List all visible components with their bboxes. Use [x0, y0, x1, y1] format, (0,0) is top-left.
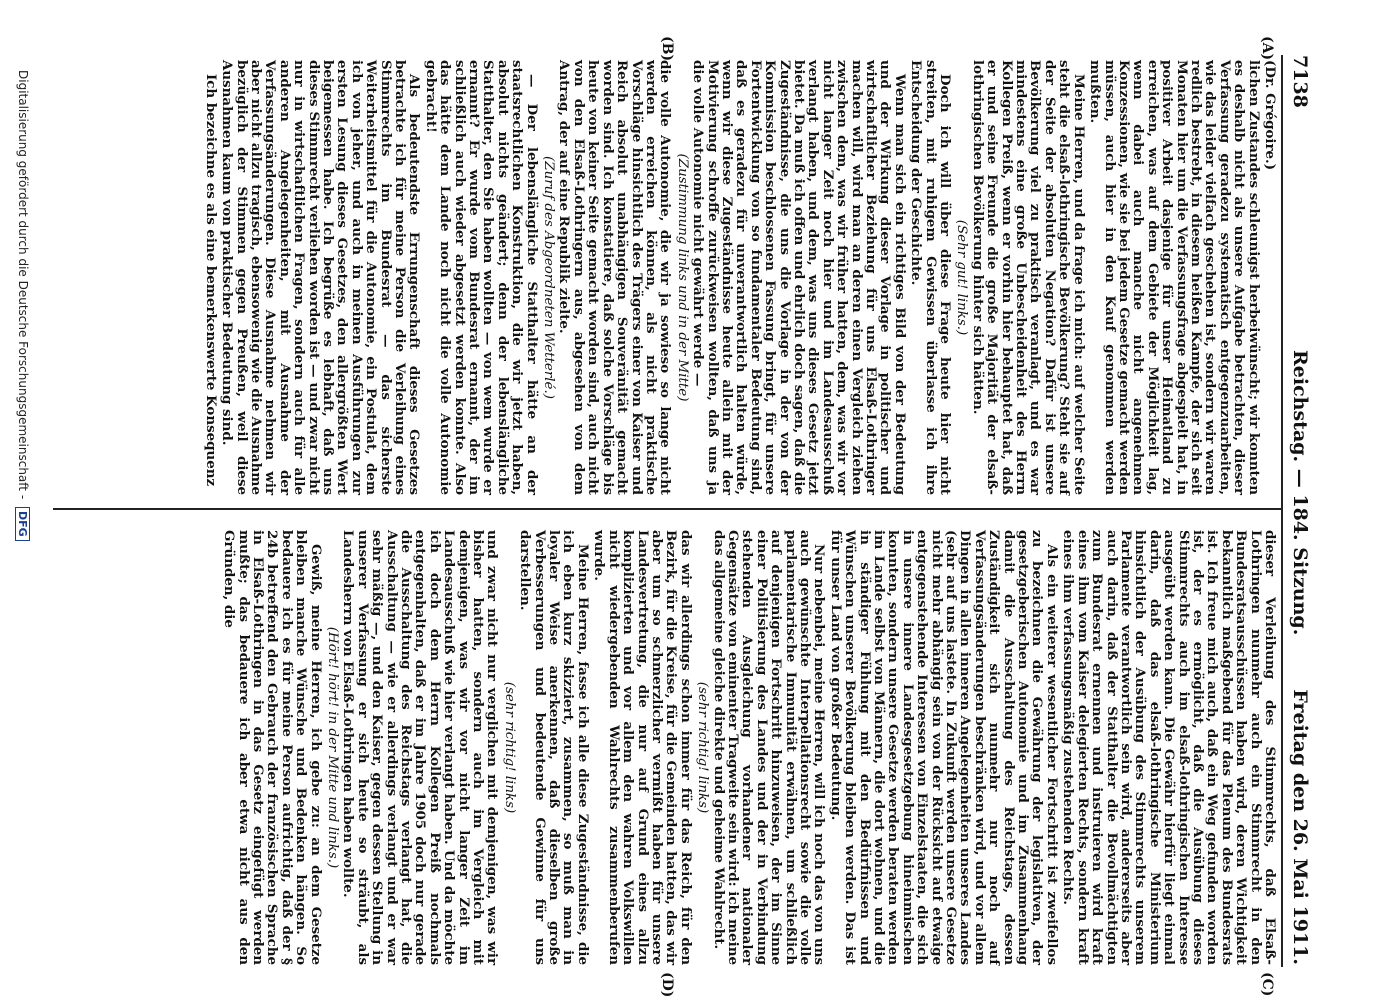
session-date: Freitag den 26. Mai 1911. — [1289, 689, 1311, 965]
paragraph: lichen Zustandes schleunigst herbeiwünscht; wir konnten es deshalb nicht als unsere Aufgabe betrachten, dieser Verfassung geradezu systematisch entgegenzuarbeiten, wie das leider vielfach geschehen ist, sondern wir waren redlich bestrebt, in diesem heißen Kampfe, der sich seit Monaten hier um die Verfassungsfrage abgespielt hat, in positiver Arbeit dasjenige für unser Heimatland zu erreichen, was auf dem Gebiete der Möglichkeit lag, wenn dabei auch manche nicht angenehmen Konzessionen, wie sie bei jedem Gesetze gemacht werden müssen, auch hier in den Kauf genommen werden mußten. — [1087, 60, 1262, 495]
paragraph: Doch ich will über diese Frage heute hier nicht streiten, mit ruhigem Gewissen überlasse ich ihre Entscheidung der Geschichte. — [908, 60, 954, 495]
page-header — [1281, 55, 1311, 965]
interjection: (Sehr gut! links.) — [954, 219, 970, 336]
margin-marker-d: (D) — [659, 972, 675, 998]
paragraph: das wir allerdings schon immer für das Reich, für den Bezirk, für die Kreise, für die Gemeinden hatten, das wir aber um so schmerzlicher vermißt haben für unsere Landesvertretung, die nur auf Grund eines allzu komplizierten und vor allem den wahren Volkswillen nicht wiedergebenden Wahlrechts zusammenberufen wurde. — [591, 530, 694, 965]
page-number: 7138 — [1289, 55, 1311, 108]
interjection: (Hört! hört! in der Mitte und links.) — [325, 626, 340, 869]
paragraph: Als ein weiterer wesentlicher Fortschritt ist zweifellos zu bezeichnen die Gewährung der legislativen, der gesetzgeberischen Autonomie und im Zusammenhang damit die Ausschaltung des Reichstags, dessen Zuständigkeit sich nunmehr nur noch auf Verfassungsänderungen beschränken wird, und vor allem Dingen in allen inneren Angelegenheiten unseres Landes (sehr auf uns lastete. In Zukunft werden unsere Gesetze nicht mehr abhängig sein von der Rücksicht auf etwaige entgegenstehende Interessen von Einzelstaaten, die sich in unsere innere Landesgesetzgebung hineinmischen konnten, sondern unsere Gesetze werden beraten werden im Lande selbst von Männern, die dort wohnen, und die in ständiger Fühlung mit den Bedürfnissen und Wünschen unserer Bevölkerung bleiben werden. Das ist für unser Land von großer Bedeutung. — [827, 530, 1060, 965]
interjection: (Zustimmung links und in der Mitte) — [674, 153, 690, 402]
paragraph: Gewiß, meine Herren, ich gebe zu: an dem Gesetze bleiben manche Wünsche und Bedenken hängen. So bedauere ich es für meine Person aufrichtig, daß der § 24b betreffend den Gebrauch der französischen Sprache in Elsaß-Lothringen in das Gesetz eingefügt werden mußte; das bedauere ich aber etwa nicht aus den Gründen, die — [221, 530, 324, 965]
speaker-note: (Dr. Grégoire.) — [1262, 60, 1278, 171]
column-divider — [53, 508, 1283, 510]
footer-text: Digitalisierung gefördert durch die Deutsche Forschungsgemeinschaft - — [16, 70, 30, 500]
interjection: (sehr richtig! links) — [695, 681, 711, 814]
margin-marker-b: (B) — [659, 36, 675, 62]
paragraph: Meine Herren, und da frage ich mich: auf welcher Seite steht die elsaß-lothringische Bevölkerung? Steht sie auf der Seite der absoluten Negation? Dafür ist unsere Bevölkerung viel zu praktisch veranlagt, und es war mindestens eine große Unbescheidenheit des Herrn Kollegen Preiß, wenn er vorhin hier behauptet hat, daß er und seine Freunde die große Majorität der elsaß-lothringischen Bevölkerung hinter sich hätten. — [969, 60, 1087, 495]
session-title: Reichstag. — 184. Sitzung. — [1289, 350, 1311, 636]
right-column — [220, 530, 1277, 965]
header-rule — [1281, 55, 1283, 967]
paragraph: Ich bezeichne es als eine bemerkenswerte Konsequenz — [202, 74, 219, 487]
margin-marker-c: (C) — [1259, 972, 1275, 997]
paragraph: und zwar nicht nur verglichen mit demjenigen, was wir bisher hatten, sondern auch im Vergleich mit demjenigen, was wir vor nicht langer Zeit im Landesausschuß wie hier verlangt haben. Und da möchte ich doch dem Herrn Kollegen Preiß nochmals entgegenhalten, daß er im Jahre 1905 doch nur gerade die Ausschaltung des Reichstags verlangt hat, die Ausschaltung — wie er allerdings verlangt und er war sehr mäßig —, und den Kaiser, gegen dessen Stellung in unserer Verfassung er sich heute so sträubt, als Landesherrn von Elsaß-Lothringen haben wollte. — [340, 530, 501, 965]
dfg-logo: DFG — [15, 507, 30, 541]
paragraph: — Der lebenslängliche Statthalter hätte an der staatsrechtlichen Konstruktion, die wir jetzt haben, absolut nichts geändert; denn der lebenslängliche Statthalter, den Sie haben wollten — von wem wurde er ernannt? Er wurde vom Bundesrat ernannt, der im schließlich auch wieder abgesetzt werden konnte. Also das hätte dem Lande noch nicht die volle Autonomie gebracht! — [422, 60, 540, 495]
digitization-footer — [15, 70, 30, 1000]
interjection: (sehr richtig! links) — [501, 681, 517, 814]
left-column — [201, 60, 1277, 495]
paragraph: die volle Autonomie, die wir ja sowieso so lange nicht werden erreichen können, als nicht praktische Vorschläge hinsichtlich des Trägers einer von Kaiser und Reich absolut unabhängigen Souveränität gemacht worden sind. Ich konstatiere, daß solche Vorschläge bis heute von keiner Seite gemacht worden sind, auch nicht von den Elsaß-Lothringern aus, abgesehen von dem Antrag, der auf eine Republik zielte. — [556, 60, 674, 495]
margin-marker-a: (A) — [1259, 36, 1275, 61]
paragraph: Nur nebenbei, meine Herren, will ich noch das von uns auch gewünschte Interpellationsrecht sowie die volle parlamentarische Immunität erwähnen, um schließlich auf denjenigen Fortschritt hinzuweisen, der im Sinne einer Politisierung des Landes und der in Verbindung stehenden Ausgleichung vorhandener nationaler Gegensätze von eminenter Tragweite sein wird: ich meine das allgemeine gleiche direkte und geheime Wahlrecht. — [710, 530, 828, 965]
paragraph: Als bedeutendste Errungenschaft dieses Gesetzes betrachte ich für meine Person die Verleihung eines Stimmrechts im Bundesrat — das sicherste Weiterheitsmittel für die Autonomie, ein Postulat, dem ich von jeher, und auch in meinen Ausführungen zur ersten Lesung dieses Gesetzes, den allergrößten Wert beigemessen habe. Ich begrüße es lebhaft, daß uns dieses Stimmrecht verliehen worden ist — und zwar nicht nur in wirtschaftlichen Fragen, sondern auch für alle anderen Angelegenheiten, mit Ausnahme der Verfassungsänderungen. Diese Ausnahme nehmen wir aber nicht allzu tragisch, ebensowenig wie die Ausnahme bezüglich der Stimmen gegen Preußen, weil diese Ausnahmen kaum von praktischer Bedeutung sind. — [219, 60, 423, 495]
paragraph: Wenn man sich ein richtiges Bild von der Bedeutung und der Wirkung dieser Vorlage in politischer und wirtschaftlicher Beziehung für uns Elsaß-Lothringer machen will, wird man an deren einen Vergleich ziehen zwischen dem, was wir früher hatten, dem, was wir vor nicht langer Zeit noch hier und im Landesausschuß verlangt haben, und dem, was uns dieses Gesetz jetzt bietet. Da muß ich offen und ehrlich doch sagen, daß die Zugeständnisse, die uns die Vorlage in der von der Kommission beschlossenen Fassung bringt, für unsere Fortentwicklung von so fundamentaler Bedeutung sind, daß es geradezu für unverantwortlich halten würde, wenn wir diese Zugeständnisse heute allein mit der Motivierung schroffe zurückweisen wollten, daß uns ja die volle Autonomie nicht gewährt werde — — [690, 60, 908, 495]
paragraph: Meine Herren, fasse ich alle diese Zugeständnisse, die ich eben kurz skizziert, zusammen, so muß man in loyaler Weise anerkennen, daß dieselben große Verbesserungen und bedeutende Gewinne für uns darstellen. — [517, 530, 591, 965]
paragraph: dieser Verleihung des Stimmrechts, daß Elsaß-Lothringen nunmehr auch ein Stimmrecht in den Bundesratsausschüssen haben wird, deren Wichtigkeit bekanntlich maßgebend für das Plenum des Bundesrats ist. Ich freue mich auch, daß ein Weg gefunden worden ist, der es ermöglicht, daß die Ausübung dieses Stimmrechts auch im elsaß-lothringischen Interesse ausgeübt werden kann. Die Gewähr hierfür liegt einmal darin, daß das elsaß-lothringische Ministerium hinsichtlich der Ausübung des Stimmrechts unserem Parlamente verantwortlich sein wird, andererseits aber auch darin, daß der Statthalter die Bevollmächtigten zum Bundesrat ernennen und instruieren wird kraft eines ihm vom Kaiser delegierten Rechts, sondern kraft eines ihm verfassungsmäßig zustehenden Rechts. — [1060, 530, 1278, 965]
interjection: (Zuruf des Abgeordneten Wetterlé.) — [541, 156, 557, 399]
